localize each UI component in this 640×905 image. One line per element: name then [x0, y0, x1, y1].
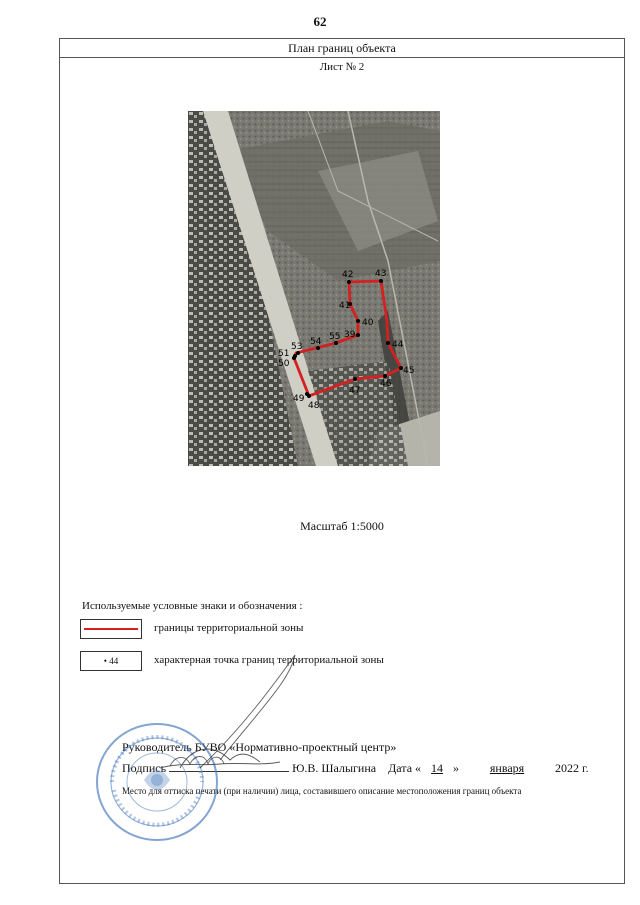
- point-label: 44: [392, 340, 404, 350]
- boundary-line-swatch: [84, 628, 138, 630]
- legend-point-text: характерная точка границ территориальной зоны: [154, 654, 384, 666]
- point-label: 46: [380, 379, 392, 389]
- date-day: 14: [431, 761, 444, 775]
- date-mid: »: [453, 761, 460, 775]
- date-label: Дата «: [388, 761, 422, 775]
- handwritten-signature: [100, 650, 300, 780]
- point-43: [379, 279, 383, 283]
- point-label: 40: [362, 318, 374, 328]
- sign-label: Подпись: [122, 761, 167, 775]
- point-label: 55: [329, 332, 341, 342]
- point-label: 51: [278, 349, 290, 359]
- point-label: 43: [375, 269, 387, 279]
- document-title: План границ объекта: [60, 39, 624, 58]
- page-number: 62: [313, 14, 327, 29]
- point-39: [356, 333, 360, 337]
- point-label: 49: [293, 394, 305, 404]
- point-46: [383, 374, 387, 378]
- point-label: 41: [339, 301, 351, 311]
- aerial-map: [188, 111, 440, 466]
- point-47: [353, 377, 357, 381]
- point-label: 47: [349, 386, 361, 396]
- point-label: 45: [403, 366, 415, 376]
- date-month: января: [489, 761, 525, 775]
- legend-point-symbol: • 44: [80, 651, 142, 671]
- point-label: 50: [278, 359, 290, 369]
- legend-boundary-text: границы территориальной зоны: [154, 622, 304, 634]
- stamp-note: Место для оттиска печати (при наличии) лица, составившего описание местоположения границ объекта: [122, 786, 522, 796]
- point-label: 53: [291, 342, 303, 352]
- legend-boundary-symbol: [80, 619, 142, 639]
- point-42: [347, 280, 351, 284]
- point-label: 54: [310, 337, 322, 347]
- point-label: 42: [342, 270, 354, 280]
- point-48: [307, 394, 311, 398]
- sheet-number: Лист № 2: [319, 61, 365, 73]
- point-label: 48: [308, 401, 320, 411]
- point-40: [356, 319, 360, 323]
- signer-name: Ю.В. Шалыгина: [292, 761, 377, 775]
- head-line: Руководитель БУВО «Нормативно-проектный центр»: [122, 740, 397, 754]
- point-label: 39: [344, 330, 356, 340]
- legend-title: Используемые условные знаки и обозначения :: [82, 600, 303, 612]
- point-44: [386, 341, 390, 345]
- point-50: [292, 356, 296, 360]
- date-year: 2022 г.: [555, 761, 589, 775]
- map-scale: Масштаб 1:5000: [300, 519, 384, 533]
